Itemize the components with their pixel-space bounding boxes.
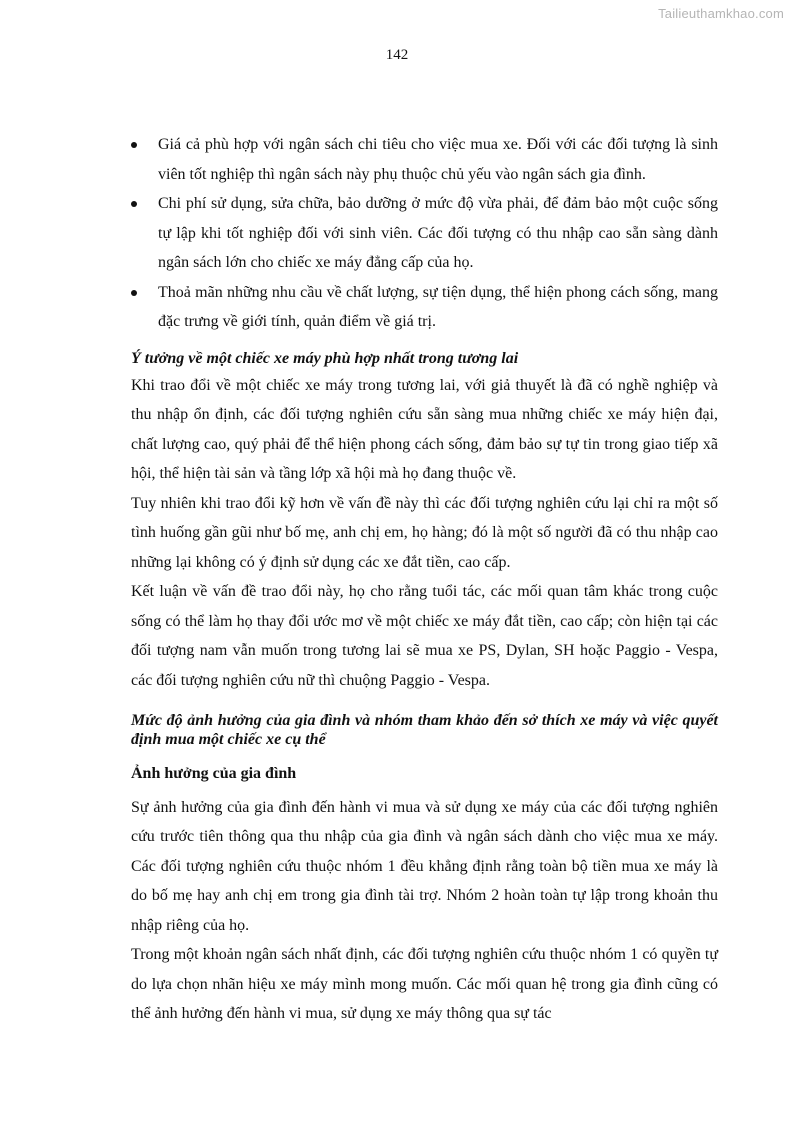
page-number: 142 xyxy=(385,47,409,63)
list-item-text: Chi phí sử dụng, sửa chữa, bảo dưỡng ở mức độ vừa phải, để đảm bảo một cuộc sống tự lập khi tốt nghiệp đối với sinh viên. Các đối tượng có thu nhập cao sẵn sàng dành ngân sách lớn cho chiếc xe máy đẳng cấp của họ. xyxy=(158,195,718,271)
section-heading-family-influence: Mức độ ảnh hưởng của gia đình và nhóm tham khảo đến sở thích xe máy và việc quyết định mua một chiếc xe cụ thể xyxy=(131,712,718,748)
paragraph: Tuy nhiên khi trao đổi kỹ hơn về vấn đề này thì các đối tượng nghiên cứu lại chỉ ra một số tình huống gần gũi như bố mẹ, anh chị em, họ hàng; đó là một số người đã có thu nhập cao những lại không có ý định sử dụng các xe đắt tiền, cao cấp. xyxy=(131,494,718,571)
bullet-icon xyxy=(131,201,137,207)
criteria-list xyxy=(131,130,718,337)
paragraph: Trong một khoản ngân sách nhất định, các đối tượng nghiên cứu thuộc nhóm 1 có quyền tự do lựa chọn nhãn hiệu xe máy mình mong muốn. Các mối quan hệ trong gia đình cũng có thể ảnh hưởng đến hành vi mua, sử dụng xe máy thông qua sự tác xyxy=(131,946,718,1022)
document-body xyxy=(131,130,718,1029)
list-item-text: Thoả mãn những nhu cầu về chất lượng, sự tiện dụng, thể hiện phong cách sống, mang đặc trưng về giới tính, quản điểm về giá trị. xyxy=(158,283,718,330)
bullet-icon xyxy=(131,142,137,148)
bullet-icon xyxy=(131,290,137,296)
list-item xyxy=(131,278,718,337)
list-item-text: Giá cả phù hợp với ngân sách chi tiêu cho việc mua xe. Đối với các đối tượng là sinh viên tốt nghiệp thì ngân sách này phụ thuộc chủ yếu vào ngân sách gia đình. xyxy=(158,136,718,183)
paragraph: Sự ảnh hưởng của gia đình đến hành vi mua và sử dụng xe máy của các đối tượng nghiên cứu trước tiên thông qua thu nhập của gia đình và ngân sách dành cho việc mua xe máy. Các đối tượng nghiên cứu thuộc nhóm 1 đều khẳng định rằng toàn bộ tiền mua xe máy là do bố mẹ hay anh chị em trong gia đình tài trợ. Nhóm 2 hoàn toàn tự lập trong khoản thu nhập riêng của họ. xyxy=(131,798,718,934)
section-heading-ideal-motorbike: Ý tưởng về một chiếc xe máy phù hợp nhất trong tương lai xyxy=(131,349,519,367)
list-item xyxy=(131,130,718,189)
watermark: Tailieuthamkhao.com xyxy=(658,6,784,21)
subheading-family-influence: Ảnh hưởng của gia đình xyxy=(131,765,297,782)
paragraph: Khi trao đổi về một chiếc xe máy trong tương lai, với giả thuyết là đã có nghề nghiệp và thu nhập ổn định, các đối tượng nghiên cứu sẵn sàng mua những chiếc xe máy hiện đại, chất lượng cao, quý phải để thể hiện phong cách sống, đảm bảo sự tự tin trong giao tiếp xã hội, thể hiện tài sản và tầng lớp xã hội mà họ đang thuộc về. xyxy=(131,376,718,482)
list-item xyxy=(131,189,718,278)
paragraph: Kết luận về vấn đề trao đổi này, họ cho rằng tuổi tác, các mối quan tâm khác trong cuộc sống có thể làm họ thay đổi ước mơ về một chiếc xe máy đắt tiền, cao cấp; còn hiện tại các đối tượng nam vẫn muốn trong tương lai sẽ mua xe PS, Dylan, SH hoặc Paggio - Vespa, các đối tượng nghiên cứu nữ thì chuộng Paggio - Vespa. xyxy=(131,583,718,689)
